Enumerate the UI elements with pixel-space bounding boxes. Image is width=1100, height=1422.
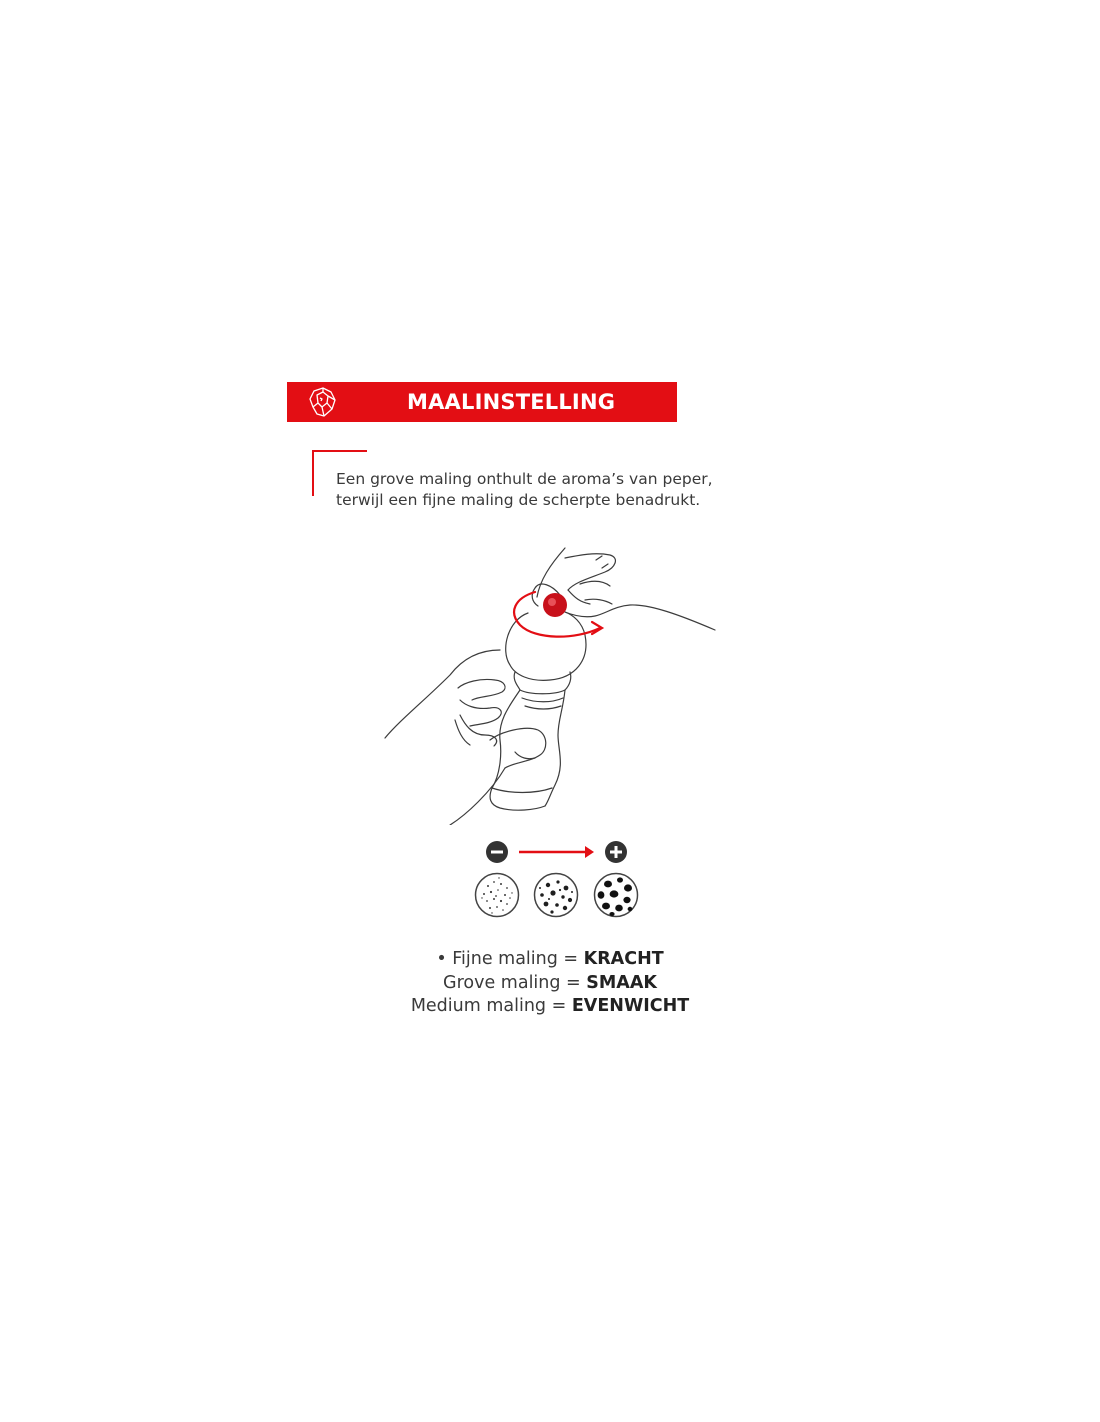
- grind-scale: [470, 838, 645, 923]
- legend-row-coarse: [350, 972, 750, 996]
- legend-prefix: •: [436, 949, 453, 969]
- legend-row-fine: [350, 948, 750, 972]
- lion-head-icon: [305, 385, 339, 419]
- intro-line-2: terwijl een fijne maling de scherpte benadrukt.: [336, 491, 701, 509]
- grind-legend: [350, 948, 750, 1019]
- intro-text: [336, 469, 756, 511]
- section-header: [287, 382, 677, 422]
- legend-label: Fijne maling =: [452, 949, 584, 969]
- legend-label: Medium maling =: [410, 996, 572, 1016]
- legend-value: KRACHT: [583, 949, 664, 969]
- bracket-decoration-top: [312, 450, 367, 452]
- bracket-decoration-left: [312, 450, 314, 496]
- plus-circle-icon: [605, 841, 627, 863]
- pepper-mill-illustration: [380, 540, 725, 825]
- fine-grind-icon: [476, 874, 519, 917]
- legend-label: Grove maling =: [443, 972, 587, 993]
- legend-value: EVENWICHT: [571, 996, 690, 1016]
- intro-line-1: Een grove maling onthult de aroma’s van peper,: [336, 470, 713, 488]
- minus-circle-icon: [486, 841, 508, 863]
- coarse-grind-icon: [595, 874, 638, 917]
- legend-row-medium: [350, 995, 750, 1019]
- section-title: MAALINSTELLING: [407, 390, 616, 414]
- legend-value: SMAAK: [586, 972, 657, 993]
- arrow-right-icon: [519, 846, 594, 858]
- medium-grind-icon: [535, 874, 578, 917]
